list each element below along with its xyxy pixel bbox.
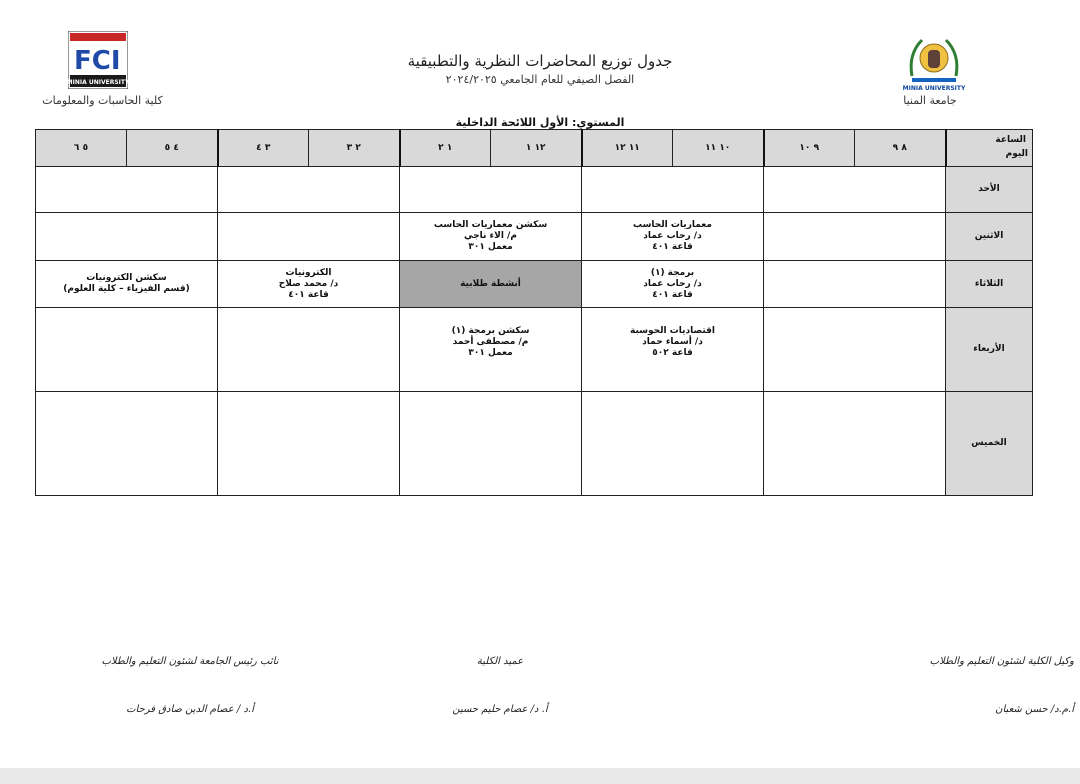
day-label-monday: الاثنين (946, 213, 1033, 261)
period-header: ٥ ٦ (36, 130, 127, 167)
student-activities-cell: أنشطة طلابية (400, 261, 582, 308)
schedule-cell (218, 213, 400, 261)
instructor-name: د/ محمد صلاح (278, 278, 339, 289)
course-name: اقتصاديات الحوسبة (629, 326, 716, 336)
course-name: الكترونيات (285, 267, 332, 278)
minia-logo-footer: MINIA UNIVERSITY (902, 85, 966, 92)
period-header: ٨ ٩ (855, 130, 946, 167)
day-label-tuesday: الثلاثاء (946, 261, 1033, 308)
schedule-cell (764, 167, 946, 213)
corner-day-label: اليوم (1005, 149, 1028, 159)
vice-dean-title: وكيل الكلية لشئون التعليم والطلاب (929, 656, 1074, 667)
day-row-wednesday (36, 308, 1033, 392)
schedule-cell (36, 167, 218, 213)
course-name: معماريات الحاسب (633, 220, 712, 230)
instructor-name: م/ مصطفى أحمد (452, 337, 529, 347)
university-vp-title: نائب رئيس الجامعة لشئون التعليم والطلاب (101, 656, 279, 667)
schedule-cell (36, 308, 218, 392)
period-header: ٩ ١٠ (764, 130, 855, 167)
schedule-cell (218, 308, 400, 392)
day-label-wednesday: الأربعاء (946, 308, 1033, 392)
page-bottom-bar (0, 768, 1080, 784)
day-row-tuesday (36, 261, 1033, 308)
fci-logo (68, 31, 128, 89)
schedule-cell (582, 392, 764, 496)
room-label: معمل ٣٠١ (468, 242, 513, 252)
schedule-cell (36, 392, 218, 496)
day-row-sunday (36, 167, 1033, 213)
schedule-cell (764, 392, 946, 496)
day-row-thursday (36, 392, 1033, 496)
schedule-cell (400, 392, 582, 496)
schedule-cell (400, 308, 582, 392)
vice-dean-name: أ.م.د/ حسن شعبان (995, 704, 1074, 715)
period-header: ١٠ ١١ (673, 130, 764, 167)
document-subtitle: الفصل الصيفي للعام الجامعي ٢٠٢٤/٢٠٢٥ (445, 73, 635, 86)
instructor-name: د/ رحاب عماد (643, 231, 702, 241)
period-header: ٣ ٤ (218, 130, 309, 167)
faculty-caption: كلية الحاسبات والمعلومات (42, 94, 163, 107)
period-header: ٢ ٣ (309, 130, 400, 167)
day-row-monday (36, 213, 1033, 261)
schedule-cell (764, 261, 946, 308)
document-title: جدول توزيع المحاضرات النظرية والتطبيقية (407, 52, 673, 70)
room-label: قاعة ٤٠١ (652, 242, 693, 252)
schedule-cell (582, 308, 764, 392)
schedule-cell (400, 213, 582, 261)
level-label: المستوي: الأول اللائحة الداخلية (455, 116, 625, 129)
schedule-cell (582, 167, 764, 213)
period-header-row (36, 130, 1033, 167)
schedule-cell (36, 261, 218, 308)
instructor-name: م/ الاء ناجي (464, 231, 517, 241)
department-note: (قسم الفيزياء – كلية العلوم) (63, 284, 190, 294)
schedule-cell (764, 213, 946, 261)
room-label: قاعة ٤٠١ (652, 289, 693, 300)
room-label: قاعة ٤٠١ (288, 289, 329, 300)
course-name: برمجة (١) (650, 267, 695, 278)
fci-logo-footer: MINIA UNIVERSITY (68, 79, 128, 86)
day-label-thursday: الخميس (946, 392, 1033, 496)
course-name: سكشن الكترونيات (86, 273, 167, 283)
dean-title: عميد الكلية (476, 656, 524, 667)
period-header: ٤ ٥ (127, 130, 218, 167)
instructor-name: د/ رحاب عماد (643, 278, 702, 289)
period-header: ١٢ ١ (491, 130, 582, 167)
instructor-name: د/ أسماء حماد (642, 337, 703, 347)
schedule-cell (400, 167, 582, 213)
dean-name: أ. د/ عصام حليم حسين (452, 704, 548, 715)
schedule-cell (36, 213, 218, 261)
university-caption: جامعة المنيا (903, 94, 957, 107)
schedule-cell (218, 167, 400, 213)
period-header: ١ ٢ (400, 130, 491, 167)
corner-header (946, 130, 1033, 167)
university-vp-name: أ.د / عصام الدين صادق فرحات (126, 704, 254, 715)
day-label-sunday: الأحد (946, 167, 1033, 213)
schedule-cell (218, 392, 400, 496)
course-name: سكشن معماريات الحاسب (433, 220, 548, 230)
room-label: معمل ٣٠١ (468, 348, 513, 358)
schedule-cell (218, 261, 400, 308)
period-header: ١١ ١٢ (582, 130, 673, 167)
schedule-cell (582, 261, 764, 308)
schedule-table (35, 129, 1033, 496)
fci-logo-text: FCI (74, 46, 121, 76)
schedule-cell (764, 308, 946, 392)
minia-university-logo (898, 24, 970, 96)
course-name: سكشن برمجة (١) (451, 326, 530, 336)
room-label: قاعة ٥٠٢ (652, 348, 693, 358)
corner-hour-label: الساعة (995, 135, 1026, 145)
schedule-cell (582, 213, 764, 261)
